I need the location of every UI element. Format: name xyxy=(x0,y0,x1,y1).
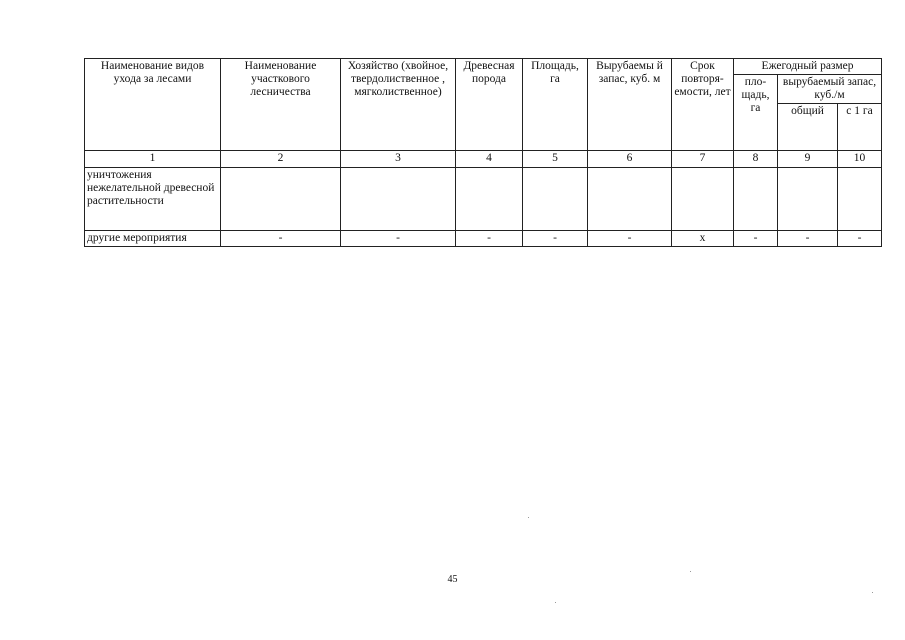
table-cell: - xyxy=(456,231,523,247)
header-economy: Хозяйство (хвойное, твердолиственное , мягколиственное) xyxy=(341,59,456,151)
column-number: 10 xyxy=(838,151,882,168)
row-name: другие мероприятия xyxy=(85,231,221,247)
table-cell xyxy=(838,168,882,231)
column-number: 2 xyxy=(221,151,341,168)
column-number: 9 xyxy=(778,151,838,168)
column-number: 5 xyxy=(523,151,588,168)
scan-speck xyxy=(528,517,529,518)
header-cut-volume: вырубаемый запас, куб./м xyxy=(778,75,882,104)
header-repeat-period: Срок повторя- емости, лет xyxy=(672,59,734,151)
table-cell xyxy=(778,168,838,231)
scan-speck xyxy=(555,602,556,603)
table-cell: - xyxy=(221,231,341,247)
table-cell xyxy=(672,168,734,231)
column-number: 6 xyxy=(588,151,672,168)
header-annual-size: Ежегодный размер xyxy=(734,59,882,75)
scan-speck xyxy=(690,571,691,572)
header-row-1 xyxy=(85,59,882,75)
table-cell: - xyxy=(588,231,672,247)
column-number: 8 xyxy=(734,151,778,168)
header-annual-area: пло- щадь, га xyxy=(734,75,778,151)
table-cell xyxy=(588,168,672,231)
table-cell: - xyxy=(341,231,456,247)
header-per-hectare: с 1 га xyxy=(838,104,882,151)
table-row xyxy=(85,168,882,231)
table-cell: - xyxy=(838,231,882,247)
column-number: 4 xyxy=(456,151,523,168)
column-number: 3 xyxy=(341,151,456,168)
table-cell: - xyxy=(778,231,838,247)
row-name: уничтожения нежелательной древесной растительности xyxy=(85,168,221,231)
header-forestry: Наименование участкового лесничества xyxy=(221,59,341,151)
table-cell xyxy=(734,168,778,231)
header-area: Площадь, га xyxy=(523,59,588,151)
table-cell: - xyxy=(734,231,778,247)
table-row xyxy=(85,231,882,247)
table-cell: - xyxy=(523,231,588,247)
table-cell xyxy=(221,168,341,231)
column-number: 1 xyxy=(85,151,221,168)
table-cell: х xyxy=(672,231,734,247)
header-kind-of-care: Наименование видов ухода за лесами xyxy=(85,59,221,151)
column-numbers-row xyxy=(85,151,882,168)
table-cell xyxy=(523,168,588,231)
page-number: 45 xyxy=(447,574,458,585)
column-number: 7 xyxy=(672,151,734,168)
table-cell xyxy=(456,168,523,231)
table-cell xyxy=(341,168,456,231)
header-species: Древесная порода xyxy=(456,59,523,151)
forest-care-table xyxy=(84,58,882,247)
scan-speck xyxy=(872,592,873,593)
header-cut-stock: Вырубаемы й запас, куб. м xyxy=(588,59,672,151)
header-total: общий xyxy=(778,104,838,151)
